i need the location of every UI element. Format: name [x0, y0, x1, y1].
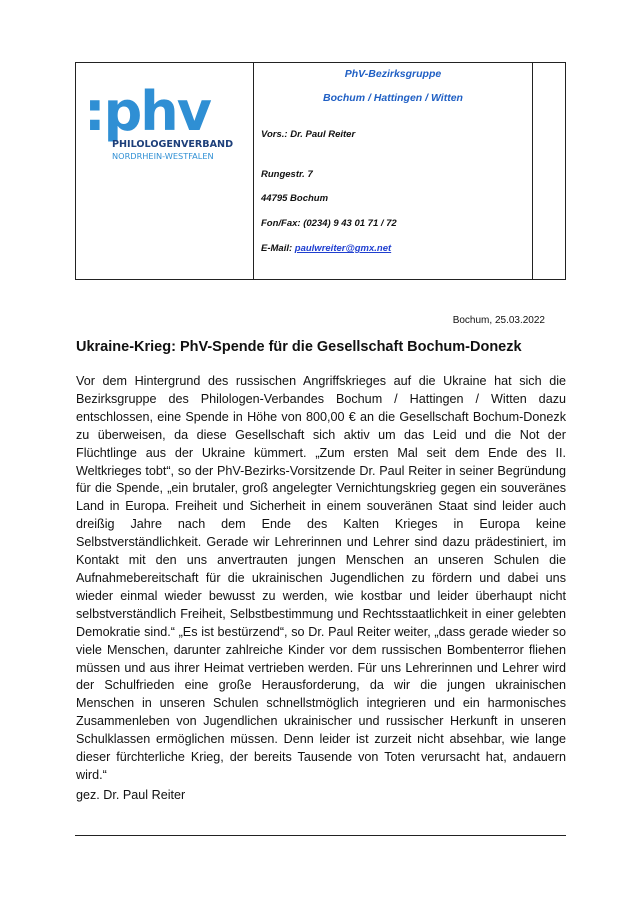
email-line — [261, 243, 391, 254]
org-name: PhV-Bezirksgruppe — [344, 68, 442, 80]
logo-region: NORDRHEIN-WESTFALEN — [112, 151, 214, 161]
table-divider — [532, 63, 533, 279]
headline: Ukraine-Krieg: PhV-Spende für die Gesellschaft Bochum-Donezk — [76, 339, 522, 355]
body-paragraph: Vor dem Hintergrund des russischen Angriffskrieges auf die Ukraine hat sich die Bezirksgruppe des Philologen-Verbandes Bochum / Hattingen / Witten dazu entschlossen, eine Spende in Höhe von 800,00 € an die Gesellschaft Bochum-Donezk zu überweisen, da diese Gesellschaft sich aktiv um das Leid und die Not der Flüchtlinge aus der Ukraine kümmert. „Zum ersten Mal seit dem Ende des II. Weltkrieges tobt“, so der PhV-Bezirks-Vorsitzende Dr. Paul Reiter in seiner Begründung für die Spende, „ein brutaler, groß angelegter Vernichtungskrieg gegen ein souveränes Land in Europa. Freiheit und Sicherheit in einem souveränen Staat sind leider auch dreißig Jahre nach dem Ende des Kalten Krieges in Europa keine Selbstverständlichkeit. Gerade wir Lehrerinnen und Lehrer sind dazu prädestiniert, im Kontakt mit den uns anvertrauten jungen Menschen an unseren Schulen die Aufnahmebereitschaft für die ukrainischen Jugendlichen zu fördern und dabei uns wieder einmal wieder bewusst zu werden, wie kostbar und leider überhaupt nicht selbstverständlich Freiheit, Selbstbestimmung und Rechtsstaatlichkeit in einer gelebten Demokratie sind.“ „Es ist bestürzend“, so Dr. Paul Reiter weiter, „dass gerade wieder so viele Menschen, darunter zahlreiche Kinder vor dem russischen Bombenterror fliehen müssen und aus ihrer Heimat vertrieben werden. Für uns Lehrerinnen und Lehrer wird der Schulfrieden eine große Herausforderung, da wir die jungen ukrainischen Menschen in unseren Schulen schnellstmöglich integrieren und ein harmonisches Zusammenleben von Jugendlichen ukrainischer und russischer Herkunft in unseren Schulklassen ermöglichen müssen. Denn leider ist zurzeit nicht absehbar, wie lange dieser fürchterliche Krieg, der bereits Tausende von Toten verursacht hat, andauern wird.“ — [76, 374, 566, 782]
philologenverband-logo — [82, 75, 248, 175]
street-address: Rungestr. 7 — [261, 169, 313, 180]
email-link[interactable]: paulwreiter@gmx.net — [294, 243, 392, 254]
org-region: Bochum / Hattingen / Witten — [323, 92, 463, 104]
chair-name: Vors.: Dr. Paul Reiter — [261, 129, 356, 140]
letterhead-table — [75, 62, 566, 280]
city-address: 44795 Bochum — [261, 193, 329, 204]
letter-date: Bochum, 25.03.2022 — [452, 315, 545, 326]
phone-fax: Fon/Fax: (0234) 9 43 01 71 / 72 — [261, 218, 397, 229]
logo-mark: :phv — [84, 80, 210, 143]
logo-name: PHILOLOGENVERBAND — [112, 139, 234, 150]
email-label: E-Mail: — [261, 243, 295, 254]
signature: gez. Dr. Paul Reiter — [76, 788, 186, 802]
footer-rule — [75, 835, 566, 836]
